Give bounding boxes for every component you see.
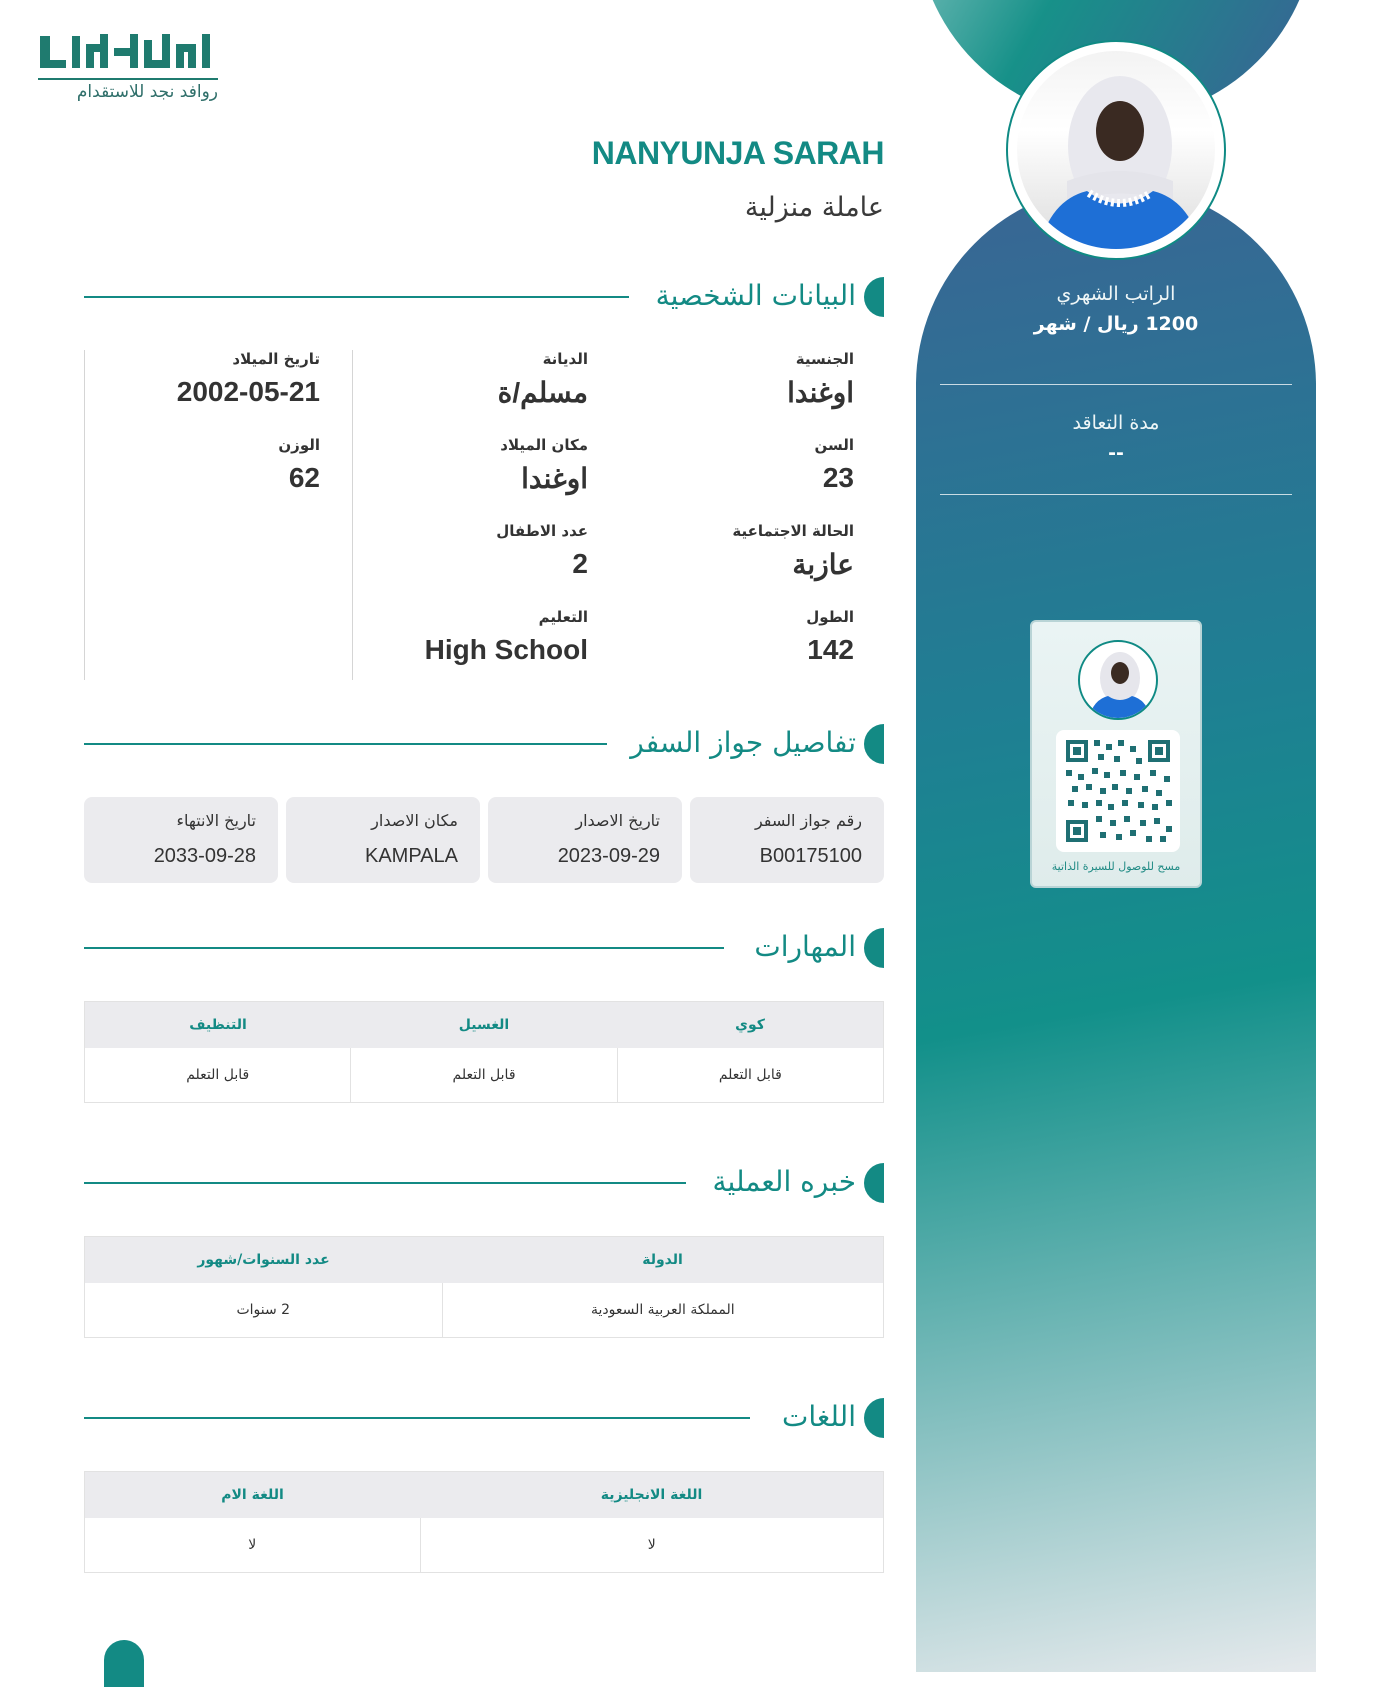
table-cell: قابل التعلم (617, 1048, 883, 1102)
field-value: مسلم/ة (497, 377, 588, 408)
salary-label: الراتب الشهري (1056, 283, 1176, 305)
section-title: المهارات (754, 930, 856, 963)
field-birth-place (353, 436, 588, 495)
contract-label: مدة التعاقد (1072, 412, 1160, 434)
qr-code-icon (1056, 730, 1180, 852)
field-value: 62 (288, 462, 320, 493)
passport-card-expiry-date (84, 797, 278, 883)
section-line (84, 743, 607, 745)
table-cell: 2 سنوات (236, 1302, 291, 1318)
section-title: خبره العملية (712, 1165, 856, 1198)
field-label: مكان الميلاد (500, 436, 588, 454)
table-header-cell: كوي (735, 1017, 765, 1033)
field-value: عازبة (792, 549, 854, 580)
candidate-name: NANYUNJA SARAH (591, 135, 884, 171)
job-title: عاملة منزلية (744, 192, 884, 223)
logo-text: روافد نجد للاستقدام (76, 82, 218, 102)
personal-column-middle (352, 350, 618, 680)
field-label: عدد الاطفال (496, 522, 588, 540)
table-header-cell: التنظيف (189, 1017, 247, 1033)
field-value: اوغندا (521, 463, 588, 494)
field-value: اوغندا (787, 377, 854, 408)
qr-code[interactable] (1056, 730, 1180, 852)
salary-value: 1200 ريال / شهر (1033, 313, 1199, 335)
field-label: الطول (806, 608, 854, 626)
field-label: الوزن (278, 436, 320, 454)
section-personal-header (84, 275, 884, 319)
contract-block (940, 412, 1292, 464)
field-value: 23 (822, 462, 854, 493)
card-value: 2033-09-28 (153, 845, 256, 867)
section-line (84, 1182, 686, 1184)
table-cell: قابل التعلم (186, 1067, 250, 1083)
passport-card-issue-date (488, 797, 682, 883)
field-value: 142 (807, 634, 854, 665)
section-tab-marker (864, 724, 884, 764)
field-value: 2002-05-21 (176, 376, 320, 407)
table-cell: لا (420, 1518, 883, 1572)
personal-column-right (618, 350, 884, 680)
card-label: تاريخ الاصدار (575, 811, 660, 830)
personal-column-left (84, 350, 350, 680)
passport-card-issue-place (286, 797, 480, 883)
table-cell: قابل التعلم (350, 1048, 616, 1102)
field-label: الجنسية (795, 350, 854, 368)
section-tab-marker (864, 1398, 884, 1438)
person-photo-icon (1017, 51, 1219, 253)
candidate-photo (1013, 47, 1219, 253)
field-age (618, 436, 854, 494)
section-tab-marker (864, 928, 884, 968)
qr-card (1030, 620, 1202, 888)
field-marital-status (618, 522, 854, 581)
passport-cards (84, 797, 884, 883)
logo-divider (38, 78, 218, 80)
table-header-cell: الدولة (642, 1252, 683, 1268)
table-header-row (85, 1237, 883, 1283)
table-header-row (85, 1002, 883, 1048)
section-line (84, 1417, 750, 1419)
field-religion (353, 350, 588, 409)
table-cell: لا (248, 1537, 257, 1553)
bottom-tab-marker (104, 1640, 144, 1687)
person-thumbnail-icon (1080, 642, 1158, 720)
sidebar (916, 0, 1316, 1672)
field-children (353, 522, 588, 580)
qr-candidate-photo (1078, 640, 1158, 720)
field-label: الحالة الاجتماعية (732, 522, 854, 540)
qr-caption: مسح للوصول للسيرة الذاتية (1051, 860, 1181, 873)
sidebar-divider (940, 384, 1292, 385)
languages-table (84, 1471, 884, 1573)
company-logo (38, 30, 218, 102)
section-tab-marker (864, 277, 884, 317)
field-value: High School (424, 634, 588, 665)
section-passport-header (84, 722, 884, 766)
section-title: اللغات (782, 1400, 856, 1433)
table-header-cell: اللغة الانجليزية (600, 1487, 703, 1503)
card-label: تاريخ الانتهاء (176, 811, 256, 830)
section-skills-header (84, 926, 884, 970)
field-label: السن (814, 436, 854, 454)
section-line (84, 296, 629, 298)
sidebar-divider (940, 494, 1292, 495)
section-languages-header (84, 1396, 884, 1440)
field-education (353, 608, 588, 666)
field-nationality (618, 350, 854, 409)
skills-table (84, 1001, 884, 1103)
section-line (84, 947, 724, 949)
passport-card-number (690, 797, 884, 883)
salary-block (940, 283, 1292, 335)
card-value: 2023-09-29 (557, 845, 660, 867)
table-row (85, 1048, 883, 1102)
logo-mark-icon (38, 30, 218, 78)
field-height (618, 608, 854, 666)
field-weight (85, 436, 320, 494)
card-label: رقم جواز السفر (754, 811, 862, 830)
field-birth-date (85, 350, 320, 408)
section-title: تفاصيل جواز السفر (630, 726, 856, 759)
sidebar-panel (916, 185, 1316, 1672)
experience-table (84, 1236, 884, 1338)
section-tab-marker (864, 1163, 884, 1203)
card-label: مكان الاصدار (371, 811, 458, 830)
field-value: 2 (572, 548, 588, 579)
contract-value: -- (1108, 442, 1124, 464)
field-label: الديانة (542, 350, 588, 368)
section-experience-header (84, 1161, 884, 1205)
table-row (85, 1283, 883, 1337)
field-label: تاريخ الميلاد (232, 350, 320, 368)
field-label: التعليم (538, 608, 588, 626)
table-header-row (85, 1472, 883, 1518)
table-row (85, 1518, 883, 1572)
table-header-cell: عدد السنوات/شهور (197, 1252, 330, 1268)
table-header-cell: الغسيل (458, 1017, 510, 1033)
card-value: KAMPALA (365, 845, 458, 867)
section-title: البيانات الشخصية (655, 279, 856, 312)
table-cell: المملكة العربية السعودية (442, 1283, 883, 1337)
table-header-cell: اللغة الام (221, 1487, 284, 1503)
card-value: B00175100 (759, 845, 862, 867)
personal-info-grid (84, 350, 884, 680)
